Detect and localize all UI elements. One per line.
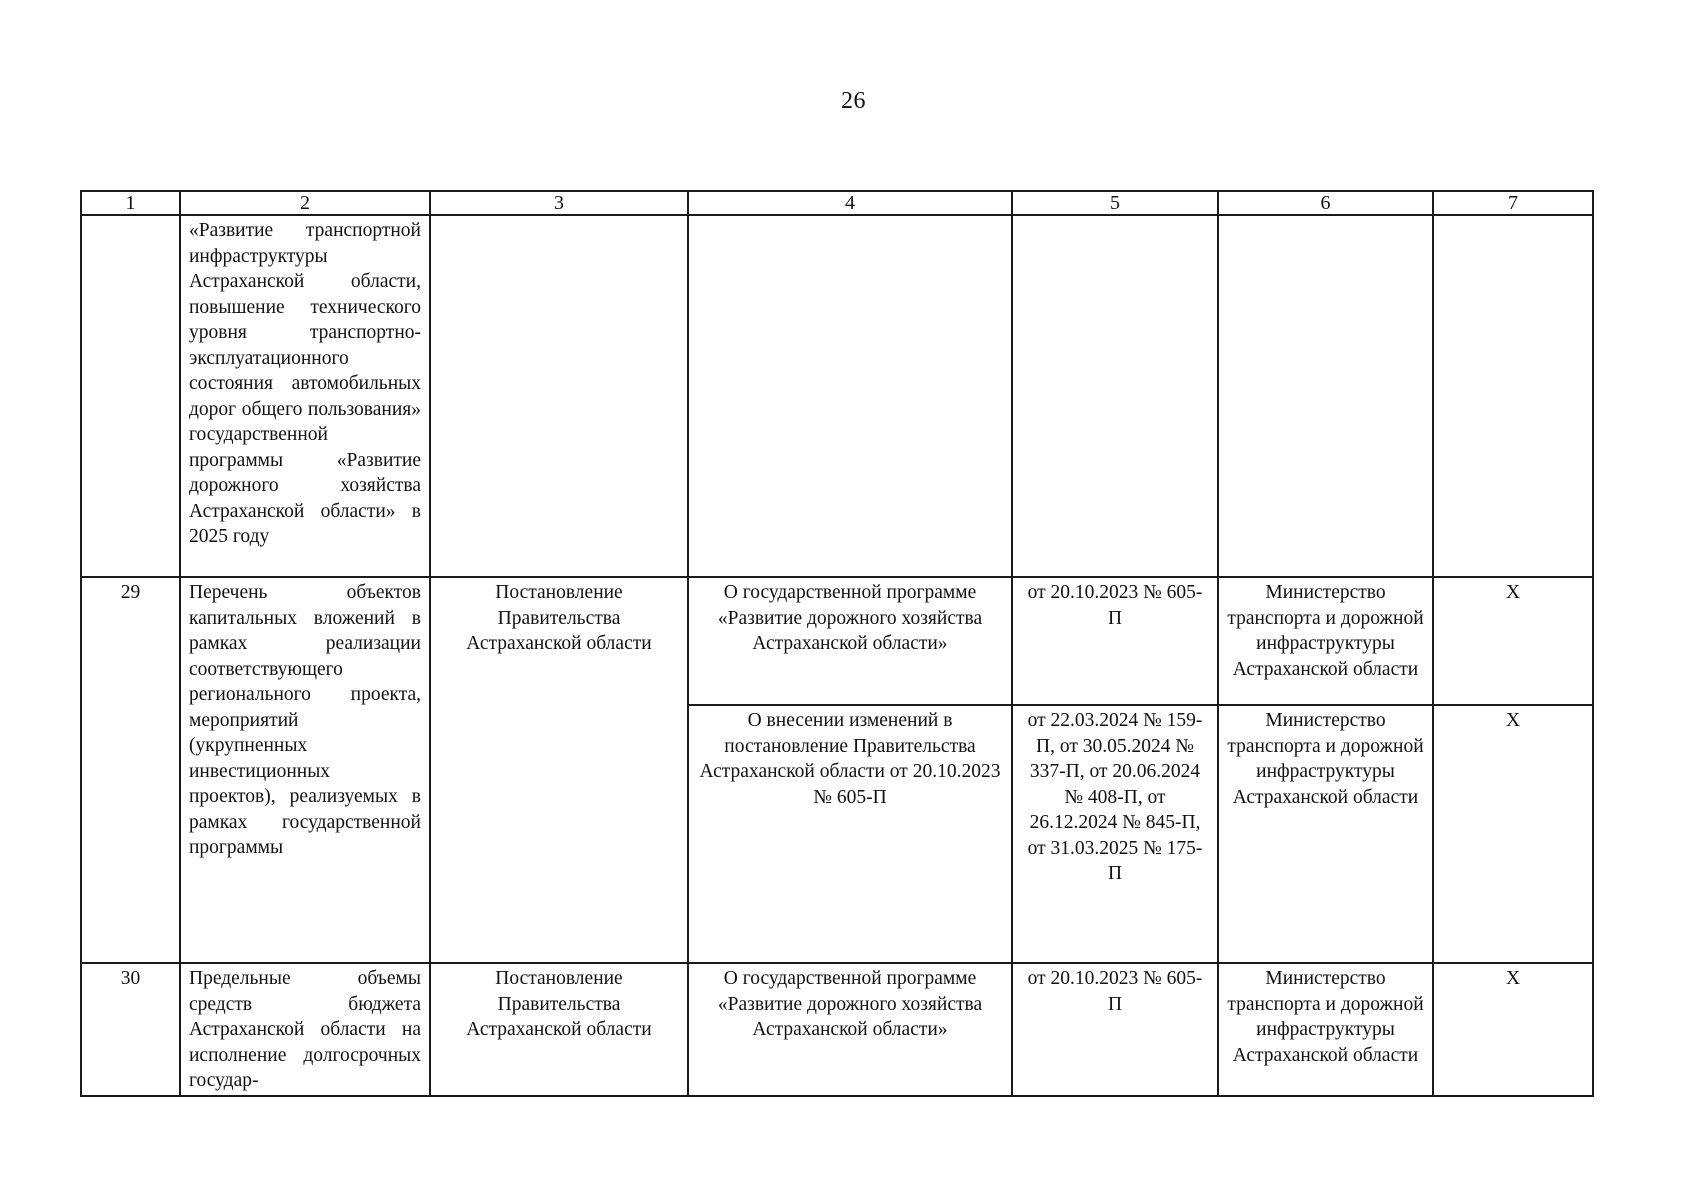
column-number: 6	[1218, 191, 1433, 215]
column-number: 3	[430, 191, 688, 215]
item-name-cell: Предельные объемы средств бюджета Астраханской области на исполнение долгосрочных государ-	[180, 963, 430, 1096]
document-title-cell	[688, 215, 1012, 577]
mark-cell: X	[1433, 705, 1593, 963]
document-type-cell: Постановление Правительства Астраханской области	[430, 963, 688, 1096]
table-row-continuation	[81, 215, 1593, 577]
column-number: 1	[81, 191, 180, 215]
responsible-cell	[1218, 215, 1433, 577]
row-number-cell: 29	[81, 577, 180, 963]
document-title-cell: О государственной программе «Развитие дорожного хозяйства Астраханской области»	[688, 963, 1012, 1096]
item-name-cell: «Развитие транспортной инфраструктуры Астраханской области, повышение технического уровня транспортно-эксплуатационного состояния автомобильных дорог общего пользования» государственной программы «Развитие дорожного хозяйства Астраханской области» в 2025 году	[180, 215, 430, 577]
responsible-cell: Министерство транспорта и дорожной инфраструктуры Астраханской области	[1218, 963, 1433, 1096]
page-number: 26	[841, 88, 866, 114]
mark-cell: X	[1433, 963, 1593, 1096]
document-date-cell: от 20.10.2023 № 605-П	[1012, 963, 1218, 1096]
document-title-cell: О государственной программе «Развитие дорожного хозяйства Астраханской области»	[688, 577, 1012, 705]
responsible-cell: Министерство транспорта и дорожной инфраструктуры Астраханской области	[1218, 705, 1433, 963]
document-date-cell: от 20.10.2023 № 605-П	[1012, 577, 1218, 705]
document-type-cell: Постановление Правительства Астраханской области	[430, 577, 688, 963]
regulatory-acts-table	[80, 190, 1594, 1097]
column-number-row	[81, 191, 1593, 215]
column-number: 7	[1433, 191, 1593, 215]
column-number: 2	[180, 191, 430, 215]
row-number-cell	[81, 215, 180, 577]
item-name-cell: Перечень объектов капитальных вложений в рамках реализации соответствующего регионального проекта, мероприятий (укрупненных инвестиционных проектов), реализуемых в рамках государственной программы	[180, 577, 430, 963]
document-title-cell: О внесении изменений в постановление Правительства Астраханской области от 20.10.2023 № 605-П	[688, 705, 1012, 963]
document-type-cell	[430, 215, 688, 577]
mark-cell: X	[1433, 577, 1593, 705]
table-row	[81, 577, 1593, 705]
document-date-cell: от 22.03.2024 № 159-П, от 30.05.2024 № 337-П, от 20.06.2024 № 408-П, от 26.12.2024 № 845-П, от 31.03.2025 № 175-П	[1012, 705, 1218, 963]
responsible-cell: Министерство транспорта и дорожной инфраструктуры Астраханской области	[1218, 577, 1433, 705]
table-row	[81, 963, 1593, 1096]
column-number: 5	[1012, 191, 1218, 215]
column-number: 4	[688, 191, 1012, 215]
document-date-cell	[1012, 215, 1218, 577]
mark-cell	[1433, 215, 1593, 577]
row-number-cell: 30	[81, 963, 180, 1096]
